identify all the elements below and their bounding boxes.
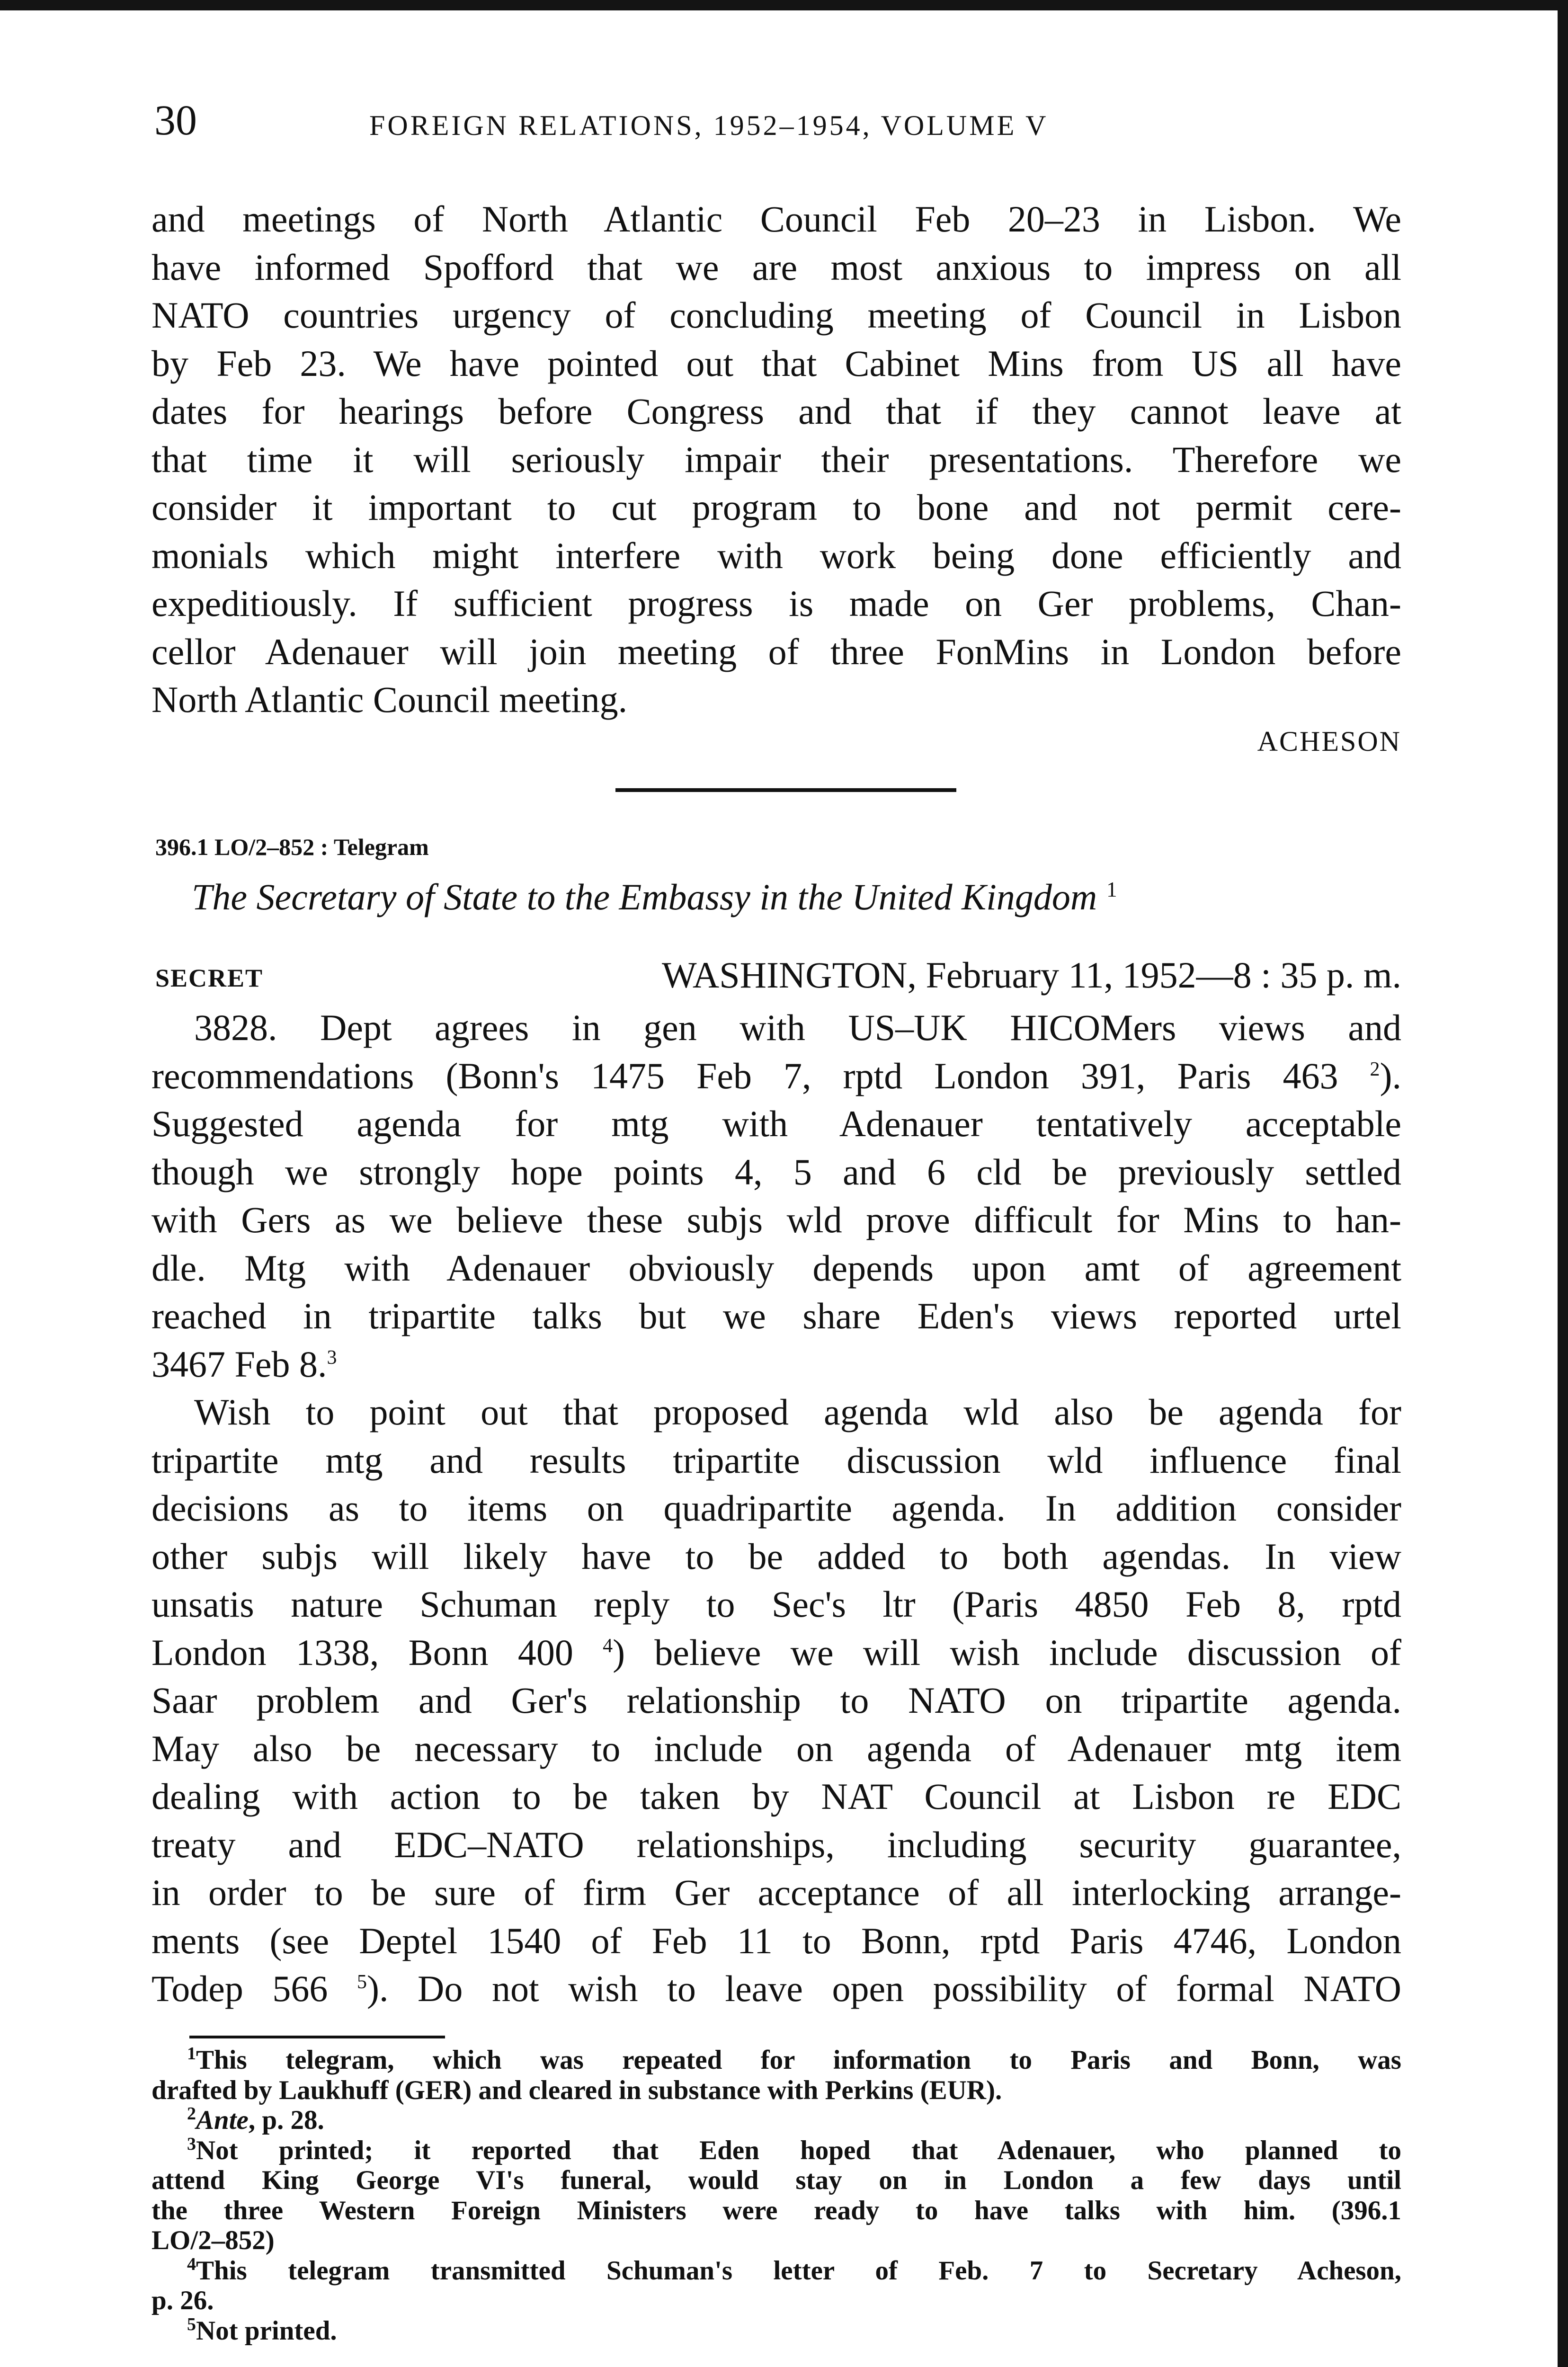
text-line [151,1292,1401,1340]
footnote-1-line: drafted by Laukhuff (GER) and cleared in substance with Perkins (EUR). [151,2075,1002,2105]
footnote-ref: 5 [356,1971,367,1993]
footnote-divider [189,2036,445,2038]
text-line: North Atlantic Council meeting. [151,679,628,720]
text-segment: with Gers as we believe these subjs wld prove difficult for Mins to han- [151,1199,1401,1240]
text-line: that time it will seriously impair their presentations. Therefore we [151,438,1401,480]
text-line: dates for hearings before Congress and that if they cannot leave at [151,391,1401,432]
footnote-text: , p. 28. [248,2105,324,2135]
footnote-ref-1: 1 [1106,878,1117,901]
text-line: monials which might interfere with work being done efficiently and [151,534,1401,576]
footnote-3-line: the three Western Foreign Ministers were ready to have talks with him. (396.1 [151,2195,1401,2225]
text-line [151,1436,1401,1485]
footnote-3-line: attend King George VI's funeral, would stay on in London a few days until [151,2165,1401,2195]
footnote-marker: 3 [187,2134,196,2154]
footnote-ref: 4 [603,1635,613,1657]
scan-border-right [1558,0,1568,2367]
document-title [192,876,1117,918]
text-line [151,1628,1401,1677]
footnote-marker: 1 [187,2044,196,2064]
text-segment: though we strongly hope points 4, 5 and 6 cld be previously settled [151,1151,1401,1192]
text-line [151,1100,1401,1148]
footnote-4-line: p. 26. [151,2286,214,2315]
text-line [151,1388,1401,1436]
text-line [151,1580,1401,1628]
footnote-5-line [151,2316,1401,2346]
text-segment: Saar problem and Ger's relationship to NATO on tripartite agenda. [151,1680,1401,1721]
text-segment: other subjs will likely have to be added to both agendas. In view [151,1535,1401,1577]
text-segment: dealing with action to be taken by NAT Council at Lisbon re EDC [151,1776,1401,1817]
footnote-ref: 3 [327,1346,337,1369]
text-segment: 3467 Feb 8. [151,1343,327,1385]
page-header [151,97,1401,154]
file-reference: 396.1 LO/2–852 : Telegram [155,834,429,860]
text-line [151,1484,1401,1532]
text-segment: ) believe we will wish include discussion of [613,1631,1402,1673]
footnote-3-line: LO/2–852) [151,2225,275,2255]
footnote-text: This telegram transmitted Schuman's letter of Feb. 7 to Secretary Acheson, [196,2255,1401,2286]
continued-paragraph [151,195,1401,724]
text-segment: in order to be sure of firm Ger acceptance of all interlocking arrange- [151,1872,1401,1913]
footnote-3-line [151,2136,1401,2166]
document-title-text: The Secretary of State to the Embassy in the United Kingdom [192,876,1097,917]
footnote-marker: 4 [187,2254,196,2274]
text-line [151,1725,1401,1773]
text-segment: London 1338, Bonn 400 [151,1631,603,1673]
text-line: NATO countries urgency of concluding meeting of Council in Lisbon [151,294,1401,336]
telegram-paragraph-1 [151,1004,1401,1388]
footnote-text: This telegram, which was repeated for information to Paris and Bonn, was [196,2045,1401,2075]
text-line [151,1148,1401,1196]
text-line [151,1532,1401,1581]
text-line: by Feb 23. We have pointed out that Cabinet Mins from US all have [151,342,1401,384]
text-line: have informed Spofford that we are most anxious to impress on all [151,246,1401,288]
running-title: FOREIGN RELATIONS, 1952–1954, VOLUME V [369,110,1049,141]
scan-border-top [0,0,1568,10]
text-line: consider it important to cut program to bone and not permit cere- [151,487,1401,528]
text-segment: ). Do not wish to leave open possibility of formal NATO [366,1968,1401,2009]
signature: ACHESON [1257,726,1401,757]
footnote-1-line [151,2045,1401,2075]
text-segment: Suggested agenda for mtg with Adenauer tentatively acceptable [151,1103,1401,1144]
text-segment: ments (see Deptel 1540 of Feb 11 to Bonn, rptd Paris 4746, London [151,1920,1401,1961]
text-segment: May also be necessary to include on agenda of Adenauer mtg item [151,1727,1401,1769]
text-line: expeditiously. If sufficient progress is made on Ger problems, Chan- [151,583,1401,624]
text-segment: unsatis nature Schuman reply to Sec's ltr (Paris 4850 Feb 8, rptd [151,1584,1401,1625]
footnote-4-line [151,2256,1401,2286]
text-segment: Todep 566 [151,1968,357,2009]
dateline: WASHINGTON, February 11, 1952—8 : 35 p. m. [661,954,1401,996]
footnote-marker: 2 [187,2104,196,2124]
text-segment: dle. Mtg with Adenauer obviously depends upon amt of agreement [151,1247,1401,1289]
text-line [151,1917,1401,1965]
text-line: cellor Adenauer will join meeting of three FonMins in London before [151,631,1401,672]
text-line [151,1772,1401,1821]
footnote-ref: 2 [1370,1058,1380,1080]
telegram-paragraph-2 [151,1388,1401,2013]
text-segment: tripartite mtg and results tripartite discussion wld influence final [151,1439,1401,1481]
section-divider [615,788,956,792]
text-line [151,1196,1401,1244]
text-line: and meetings of North Atlantic Council Feb 20–23 in Lisbon. We [151,198,1401,240]
footnotes [151,2045,1401,2346]
text-line [151,1676,1401,1725]
text-segment: Wish to point out that proposed agenda wld also be agenda for [194,1391,1401,1433]
footnote-marker: 5 [187,2314,196,2334]
page-number: 30 [154,97,197,144]
text-line [151,1965,1401,2013]
text-line [151,1052,1401,1100]
text-segment: recommendations (Bonn's 1475 Feb 7, rptd London 391, Paris 463 [151,1055,1370,1096]
text-segment: reached in tripartite talks but we share Eden's views reported urtel [151,1295,1401,1336]
footnote-2-line [151,2105,1401,2136]
footnote-italic-text: Ante [196,2105,249,2135]
text-line [151,1869,1401,1917]
footnote-text: Not printed; it reported that Eden hoped that Adenauer, who planned to [196,2135,1401,2165]
text-segment: decisions as to items on quadripartite agenda. In addition consider [151,1487,1401,1529]
text-line [151,1004,1401,1052]
text-segment: treaty and EDC–NATO relationships, including security guarantee, [151,1824,1401,1865]
text-line [151,1340,1401,1388]
text-line [151,1821,1401,1869]
text-line [151,1244,1401,1292]
text-segment: ). [1380,1055,1401,1096]
telegram-body [151,1004,1401,2013]
classification-label: SECRET [155,964,264,992]
footnote-text: Not printed. [196,2315,337,2346]
text-segment: 3828. Dept agrees in gen with US–UK HICOMers views and [194,1007,1401,1048]
